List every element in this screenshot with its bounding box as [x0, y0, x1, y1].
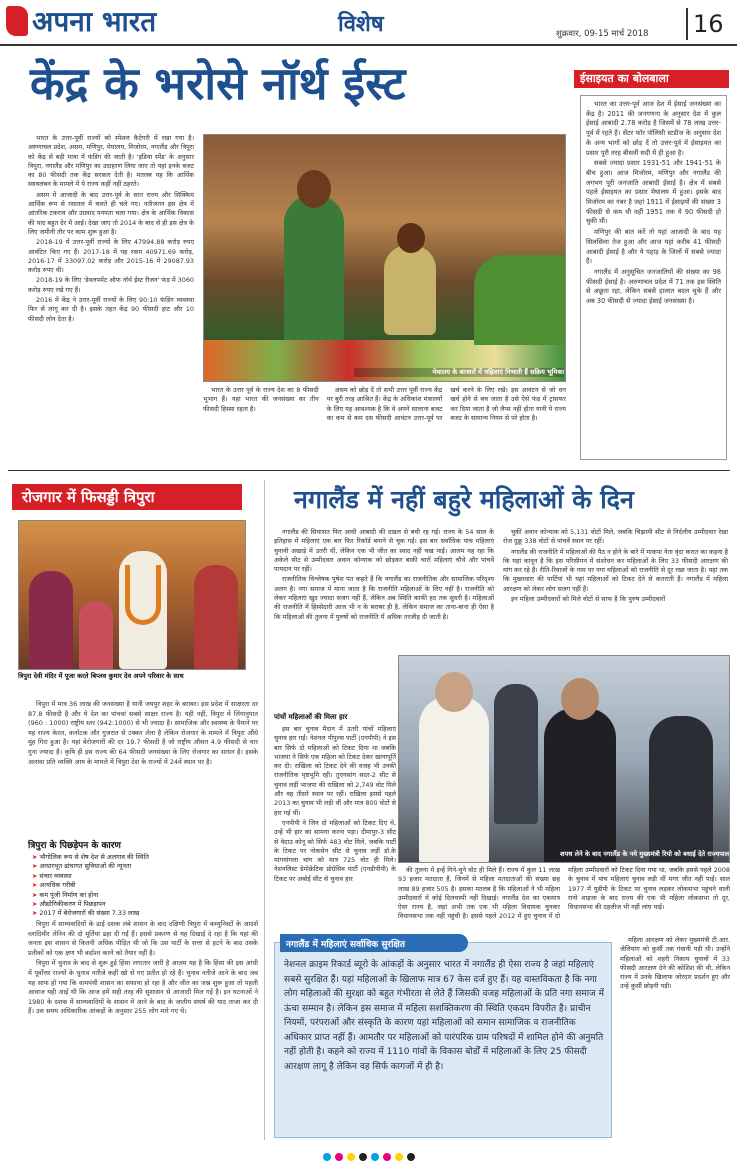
cm-rio-head — [561, 678, 599, 720]
footer-dot — [383, 1153, 391, 1161]
greens-right — [474, 255, 566, 345]
woman-head-right — [397, 223, 425, 253]
story2-body2: त्रिपुरा में साम्यवादियों के ढाई दशक लंबे शासन के बाद दक्षिणी त्रिपुरा में कम्युनिस्टों के आदर्श व्लादिमीर लेनिन की दो मूर्तियां ढहा दी गईं हैं। इससे प्रकरण से यह दिखाई दे रहा है कि यहां की जनता इस शासन से कितनी अधिक पीड़ित थी जो कि उस पार्टी के सत्ता से हटने के बाद उसके प्रतीकों को एक क्षण भी बर्दाश्त करने को तैयार नहीं है। त्रिपुरा में चुनाव के बाद से शुरू हुई हिंसा लगातार जारी है आलम यह है कि हिंसा की इस आंधी में पूर्वोत्तर राज्यों के चुनाव नतीजे कहीं खो से गए प्रतीत हो रहे हैं। चुनाव नतीजे आने के बाद जब यह साफ हो गया कि वामपंथी शासन का सफाया हो रहा है और जीत का जश्न शुरू हुआ तो पहली आवाज यही आई थी कि आज हमें सही तरह की सुशासन से आजादी मिल गई है। इन घटनाओं ने 1980 के दशक में साम्यवादियों के शासन में आने के बाद के जातीय संघर्ष की याद ताजा कर दी हैं। उस समय अधिकारिक आंकड़ों के अनुसार 255 लोग मारे गए थे। — [28, 920, 258, 1016]
story3-subhead: पांचों महिलाओं की मिला हार — [274, 713, 348, 721]
story3-col2b: की तुलना में इन्हें गिने-चुने वोट ही मिले हैं। राज्य में कुल 11 लाख 93 हजार मतदाता हैं, जिनमें से महिला मतदाताओं की संख्या छह लाख 89 हजार 505 है। इसका मतलब है कि महिलाओं ने भी महिला उम्मीदवारों में कोई दिलचस्पी नहीं दिखाई। नगालैंड देश का एकमात्र ऐसा राज्य है, जहां अभी तक एक भी महिला विधायक चुनकर विधानसभा तक नहीं पहुंची है। इससे पहले 2012 में हुए चुनाव में दो महिला उम्मीदवारों को टिकट दिया गया था, जबकि इससे पहले 2008 के चुनाव में पांच महिलाएं चुनाव लड़ी थीं मगर जीत नहीं पाईं। साल 1977 में युडीपी के टिकट पर चुनाव लड़कर लोकसभा पहुंचने वाली रानो शाइजा के बाद राज्य की एक भी महिला लोकसभा तो दूर, विधानसभा की दहलीज भी नहीं लांघ पाई। — [398, 866, 730, 921]
footer-dot — [359, 1153, 367, 1161]
safety-box-title: नगालैंड में महिलाएं सर्वाधिक सुरक्षित — [286, 940, 406, 950]
woman-figure-right — [384, 245, 436, 335]
list-item: ➤ औद्योगिकीकरण में पिछड़ापन — [32, 900, 252, 909]
page-date: शुक्रवार, 09-15 मार्च 2018 — [556, 29, 649, 39]
story2-list — [32, 853, 252, 919]
footer-dot — [395, 1153, 403, 1161]
nagaland-photo — [398, 655, 730, 863]
masthead — [0, 0, 737, 46]
story2-headline: रोजगार में फिसड्डी त्रिपुरा — [22, 488, 155, 506]
story1-col1: भारत के उत्तर-पूर्वी राज्यों को स्पेशल कैटेगरी में रखा गया है। अरुणाचल प्रदेश, असम, मणिपुर, मेघालय, मिजोरम, नगालैंड और त्रिपुरा को केंद्र से बड़ी मात्रा में फंडिंग की जाती है। 'इंडिया स्पेंड' के अनुसार त्रिपुरा, नगालैंड और मणिपुर का उदाहरण लिया जाए तो यहां इनके बजट का 80 फीसदी तक केंद्र सरकार देती है। मतलब यह कि आर्थिक स्वावलंबन के मामले में ये राज्य कहीं नहीं ठहरते। असम में आजादी के बाद उत्तर-पूर्व के सात राज्य और सिक्किम आर्थिक रूप से रसातल में चलते ही चले गए। नतीजतन इस क्षेत्र में आंतरिक टकराव और उग्रवाद पनपता चला गया। क्षेत्र के आर्थिक विकास की याद बहुत देर में आई। देखा जाए तो 2014 के बाद से ही इस क्षेत्र के लिए जमीनी तौर पर काम शुरू हुआ है। 2018-19 में उत्तर-पूर्वी राज्यों के लिए 47994.88 करोड़ रुपए आवंटित किए गए हैं। 2017-18 में यह रकम 40971.69 करोड़, 2016-17 में 33097.02 करोड़ और 2015-16 में 29087.93 करोड़ रुपए थी। 2018-19 के लिए 'डेवलपमेंट ऑफ नॉर्थ ईस्ट रीजन' फंड में 3060 करोड़ रुपए रखे गए हैं। 2016 में केंद्र ने उत्तर-पूर्वी राज्यों के लिए 90:10 फंडिंग व्यवस्था फिर से लागू कर दी है। इसके तहत केंद्र 90 फीसदी हाट और 10 फीसदी लोन देता है। — [28, 134, 194, 323]
footer-dot — [371, 1153, 379, 1161]
governor-head — [435, 672, 473, 712]
story3-headline: नगालैंड में नहीं बहुरे महिलाओं के दिन — [294, 485, 634, 514]
story2-list-title: त्रिपुरा के पिछड़ेपन के कारण — [28, 841, 121, 851]
tripura-photo-caption: त्रिपुरा देवी मंदिर में पूजा करते बिप्लव कुमार देव अपने परिवार के साथ — [18, 672, 184, 680]
story1-bottom-text: भारत के उत्तर पूर्व के राज्य देश का 8 फीसदी भूभाग हैं। यहां भारत की जनसंख्या का तीन फीसदी हिस्सा रहता है। असम को छोड़ दें तो सभी उत्तर पूर्वी राज्य केंद्र पर बुरी तरह आश्रित हैं। केंद्र के अधिकांश मंत्रालयों के लिए यह आवश्यक है कि वे अपने सालाना बजट का कम से कम दस फीसदी आवंटन उत्तर-पूर्व पर खर्च करने के लिए रखें। इस आवंटन से जो धन खर्च होने से बच जाता है उसे ऐसे फंड में ट्रांसफर कर दिया जाता है जो लैप्स नहीं होता यानी ये राज्य बजट के सामान्य नियम से परे होता है। — [203, 386, 566, 422]
market-photo-caption: मेघालय के बाजारों में महिलाएं निभाती हैं सक्रिय भूमिका — [354, 368, 564, 377]
list-item: ➤ आधारभूत ढांचागत सुविधाओं की न्यूनता — [32, 862, 252, 871]
woman-head-left — [297, 170, 331, 208]
story3-col2: चुकीं अवान कोन्याक को 5,131 वोटों मिले, जबकि चिझामी सीट से निर्दलीय उम्मीदवार रेखा रोज दुक्रू 338 वोटों से पांचवें स्थान पर रहीं। नगालैंड की राजनीति में महिलाओं की पैठ न होने के बारे में माकपा नेता वृंदा करात का कहना है कि यहां कानून है कि इस परिसीमन में संशोधन कर महिलाओं के लिए 33 फीसदी आरक्षण की मांग कर रहे हैं। रीति-रिवाजों के नाम पर नगा महिलाओं को राजनीति से दूर रखा जाता है। यहां तक कि मुख्यधारा की पार्टियां भी यहां महिलाओं को टिकट देने से कतराती हैं। नगालैंड में महिला आरक्षण को लेकर लोग सजग नहीं हैं। इन महिला उम्मीदवारों को मिले वोटों से साफ है कि पुरुष उम्मीदवारों — [503, 528, 728, 604]
footer-dots — [0, 1146, 737, 1158]
story3-col1: नगालैंड की सियासत फिर आधी आबादी की दखल से बची रह गई। राज्य के 54 साल के इतिहास में महिलाएं एक बार फिर रिकॉर्ड बनाने से चूक गईं। इस बार सर्वाधिक पांच महिलाएं चुनावी अखाड़े में उतरी थीं, लेकिन एक भी जीत का स्वाद नहीं चख पाईं। आलम यह रहा कि अकेले सीट से उम्मीदवार अवान कोन्याक को छोड़कर बाकी चारों महिलाएं चौथे और पांचवें पायदान पर रहीं। राजनीतिक विश्लेषक पुषेश पंत कहते हैं कि नगालैंड का राजनीतिक और सामाजिक परिदृश्य अलग है। नगा समाज में माना जाता है कि राजनीति महिलाओं के लिए नहीं है। राजनीति को लेकर महिलाएं खुद ज्यादा सजग नहीं हैं, लेकिन अब स्थिति काफी हद तक सुधरी है। महिलाओं की राजनीति में हिस्सेदारी आज भी न के बराबर ही है, लेकिन समाज का ताना-बाना ही ऐसा है कि महिलाओं की तुलना में पुरुषों को राजनीति में अधिक तरजीह दी जाती है। — [274, 528, 494, 621]
officer-figure — [494, 684, 538, 824]
story1-headline: केंद्र के भरोसे नॉर्थ ईस्ट — [30, 57, 406, 110]
market-photo — [203, 134, 566, 382]
woman-figure-left — [284, 195, 344, 345]
sidebar-body: भारत का उत्तर-पूर्व आज देश में ईसाई जनसंख्या का केंद्र है। 2011 की जनगणना के अनुसार देश में कुल ईसाई आबादी 2.78 करोड़ है जिसमें से 78 लाख उत्तर-पूर्व में रहते हैं। सेंटर फॉर पॉलिसी स्टडीज के अनुसार देश के अन्य भागों को छोड़ दें तो उत्तर-पूर्व में ईसाइयत का प्रसार पूरी तरह बीसवीं सदी में ही हुआ है। सबसे ज्यादा प्रसार 1931-51 और 1941-51 के बीच हुआ। आज मिजोरम, मणिपुर और नगालैंड की लगभग पूरी जनजाति आबादी ईसाई है। क्षेत्र में सबसे पहले ईसाइयत का प्रसार मेघालय में हुआ। इसके बाद मिजोरम का नंबर है जहां 1911 में ईसाइयों की संख्या 3 फीसदी से कम थी वहीं 1951 तक ये 90 फीसदी हो चुकी थी। मणिपुर की बात करें तो यहां आजादी के बाद यह सिलसिला तेज हुआ और आज यहां करीब 41 फीसदी आबादी ईसाई है और ये पहाड़ के जिलों में सबसे ज्यादा है। नगालैंड में अनुसूचित जनजातियों की संख्या का 98 फीसदी ईसाई है। अरुणाचल प्रदेश में 71 तक इस स्थिति से अछूता रहा, लेकिन सबसे हालात बदल चुके हैं और अब 30 फीसदी से ज्यादा ईसाई जनसंख्या है। — [580, 95, 727, 460]
family-figure-right — [194, 565, 238, 670]
footer-dot — [335, 1153, 343, 1161]
story3-col3: महिला आरक्षण को लेकर मुख्यमंत्री टी.आर. जेलियांग को कुर्सी तक गंवानी पड़ी थी। उन्होंने महिलाओं को शहरी निकाय चुनावों में 33 फीसदी आरक्षण देने की कोशिश की थी, लेकिन राज्य में उनके खिलाफ जोरदार प्रदर्शन हुए और उन्हें कुर्सी छोड़नी पड़ी। — [620, 936, 730, 991]
list-item: ➤ 2017 में बेरोजगारों की संख्या 7.33 लाख — [32, 909, 252, 918]
section-label: विशेष — [338, 12, 384, 37]
cm-garland — [125, 565, 161, 625]
tripura-photo — [18, 520, 246, 670]
footer-dot — [347, 1153, 355, 1161]
sidebar-title: ईसाइयत का बोलबाला — [580, 72, 669, 85]
list-item: ➤ संचार व्यवस्था — [32, 872, 252, 881]
story2-body: त्रिपुरा में मात्र 36 लाख की जनसंख्या है यानी जयपुर शहर के बराबर। इस प्रदेश में साक्षरता दर 87.8 फीसदी है और ये देश का पांचवां सबसे साक्षर राज्य है। यही नहीं, त्रिपुरा में लिंगानुपात (960 : 1000) राष्ट्रीय स्तर (942:1000) से भी ज्यादा है। सामाजिक और स्वास्थ्य के पैमाने पर यह राज्य केरल, कर्नाटक और गुजरात से टक्कर लेता है लेकिन रोजगार के मामले में त्रिपुरा औंधे मुंह गिरा हुआ है। यहां बेरोजगारी की दर 19.7 फीसदी है जो राष्ट्रीय औसत 4.9 फीसदी से चार गुना ज्यादा है। कृषि ही इस राज्य की 64 फीसदी जनसंख्या के लिए रोजगार का साधन है। इसके अलावा प्रति व्यक्ति आय के मामले में त्रिपुरा देश के राज्यों में 24वें स्थान पर है। — [28, 700, 258, 766]
governor-figure — [419, 696, 489, 863]
footer-dot — [323, 1153, 331, 1161]
guest-figure — [649, 716, 713, 863]
brand-name: अपना भारत — [32, 5, 157, 38]
list-item: ➤ कम पूंजी निर्माण का होना — [32, 891, 252, 900]
family-figure-left — [29, 571, 73, 670]
family-figure-child — [79, 601, 113, 670]
nagaland-photo-caption: शपथ लेने के बाद नगालैंड के नये मुख्यमंत्री रियो को बधाई देते राज्यपाल — [560, 850, 729, 858]
footer-dot — [407, 1153, 415, 1161]
safety-box-body: नेशनल क्राइम रिकार्ड ब्यूरो के आंकड़ों के अनुसार भारत में नगालैंड ही ऐसा राज्य है जहां महिलाएं सबसे सुरक्षित हैं। यहां महिलाओं के खिलाफ मात्र 67 केस दर्ज हुए हैं। यह वास्तविकता है कि नगा लोग महिलाओं की सुरक्षा को बहुत गंभीरता से लेते हैं जिसकी वजह महिलाओं के प्रति नगा समाज में ऊंचा सम्मान है। लेकिन इस समाज में महिला सशक्तिकरण की स्थिति एकदम विपरीत है। प्राचीन नियमों, परंपराओं और संस्कृति के कारण यहां महिलाओं को समान सामाजिक व राजनीतिक अधिकार प्राप्त नहीं हैं। आमतौर पर महिलाओं को पारंपरिक ग्राम परिषदों में शामिल होने की अनुमति नहीं होती है। कहने को राज्य में 1110 गांवों के विकास बोर्डों में महिलाओं के लिए 25 फीसदी आरक्षण लागू है लेकिन वह सिर्फ कागजों में ही है। — [284, 960, 604, 1072]
cm-rio-figure — [544, 708, 616, 863]
story3-col1b: इस बार चुनाव मैदान में उतरी पांचों महिलाएं चुनाव हार गईं। नेशनल पीपुल्स पार्टी (एनपीपी) ने इस बार सिर्फ दो महिलाओं को टिकट दिया था जबकि भाजपा ने सिर्फ एक महिला को टिकट देकर खानापूर्ति कर दी। राखिला को टिकट देने की वजह भी उनकी राजनीतिक पृष्ठभूमि रही। तुएनसांग सदर-2 सीट से चुनाव लड़ीं भाजपा की राखिला को 2,749 वोट मिले और वह तीसरे स्थान पर रहीं। राखिला इससे पहले 2013 का चुनाव भी लड़ी थीं और मात्र 800 वोटों से हार गई थीं। एनपीपी ने जिन दो महिलाओं को टिकट दिए थे, उन्हें भी हार का सामना करना पड़ा। दीमापुर-3 सीट से वेदाउ कोनू को सिर्फ 483 वोट मिले, जबकि पार्टी के टिकट पर नोकसेन सीट से चुनाव लड़ीं डॉ.के मांगयांगला चांग को मात्र 725 वोट ही मिले। नेशनलिस्ट डेमोक्रेटिक प्रोग्रेसिव पार्टी (एनडीपीपी) के टिकट पर अबोई सीट से चुनाव हार — [274, 725, 396, 883]
brand-logo-icon — [6, 6, 28, 36]
list-item: ➤ भौगोलिक रूप से शेष देश से अलगाव की स्थिति — [32, 853, 252, 862]
page-number: 16 — [693, 10, 724, 38]
list-item: ➤ अत्यधिक गरीबी — [32, 881, 252, 890]
